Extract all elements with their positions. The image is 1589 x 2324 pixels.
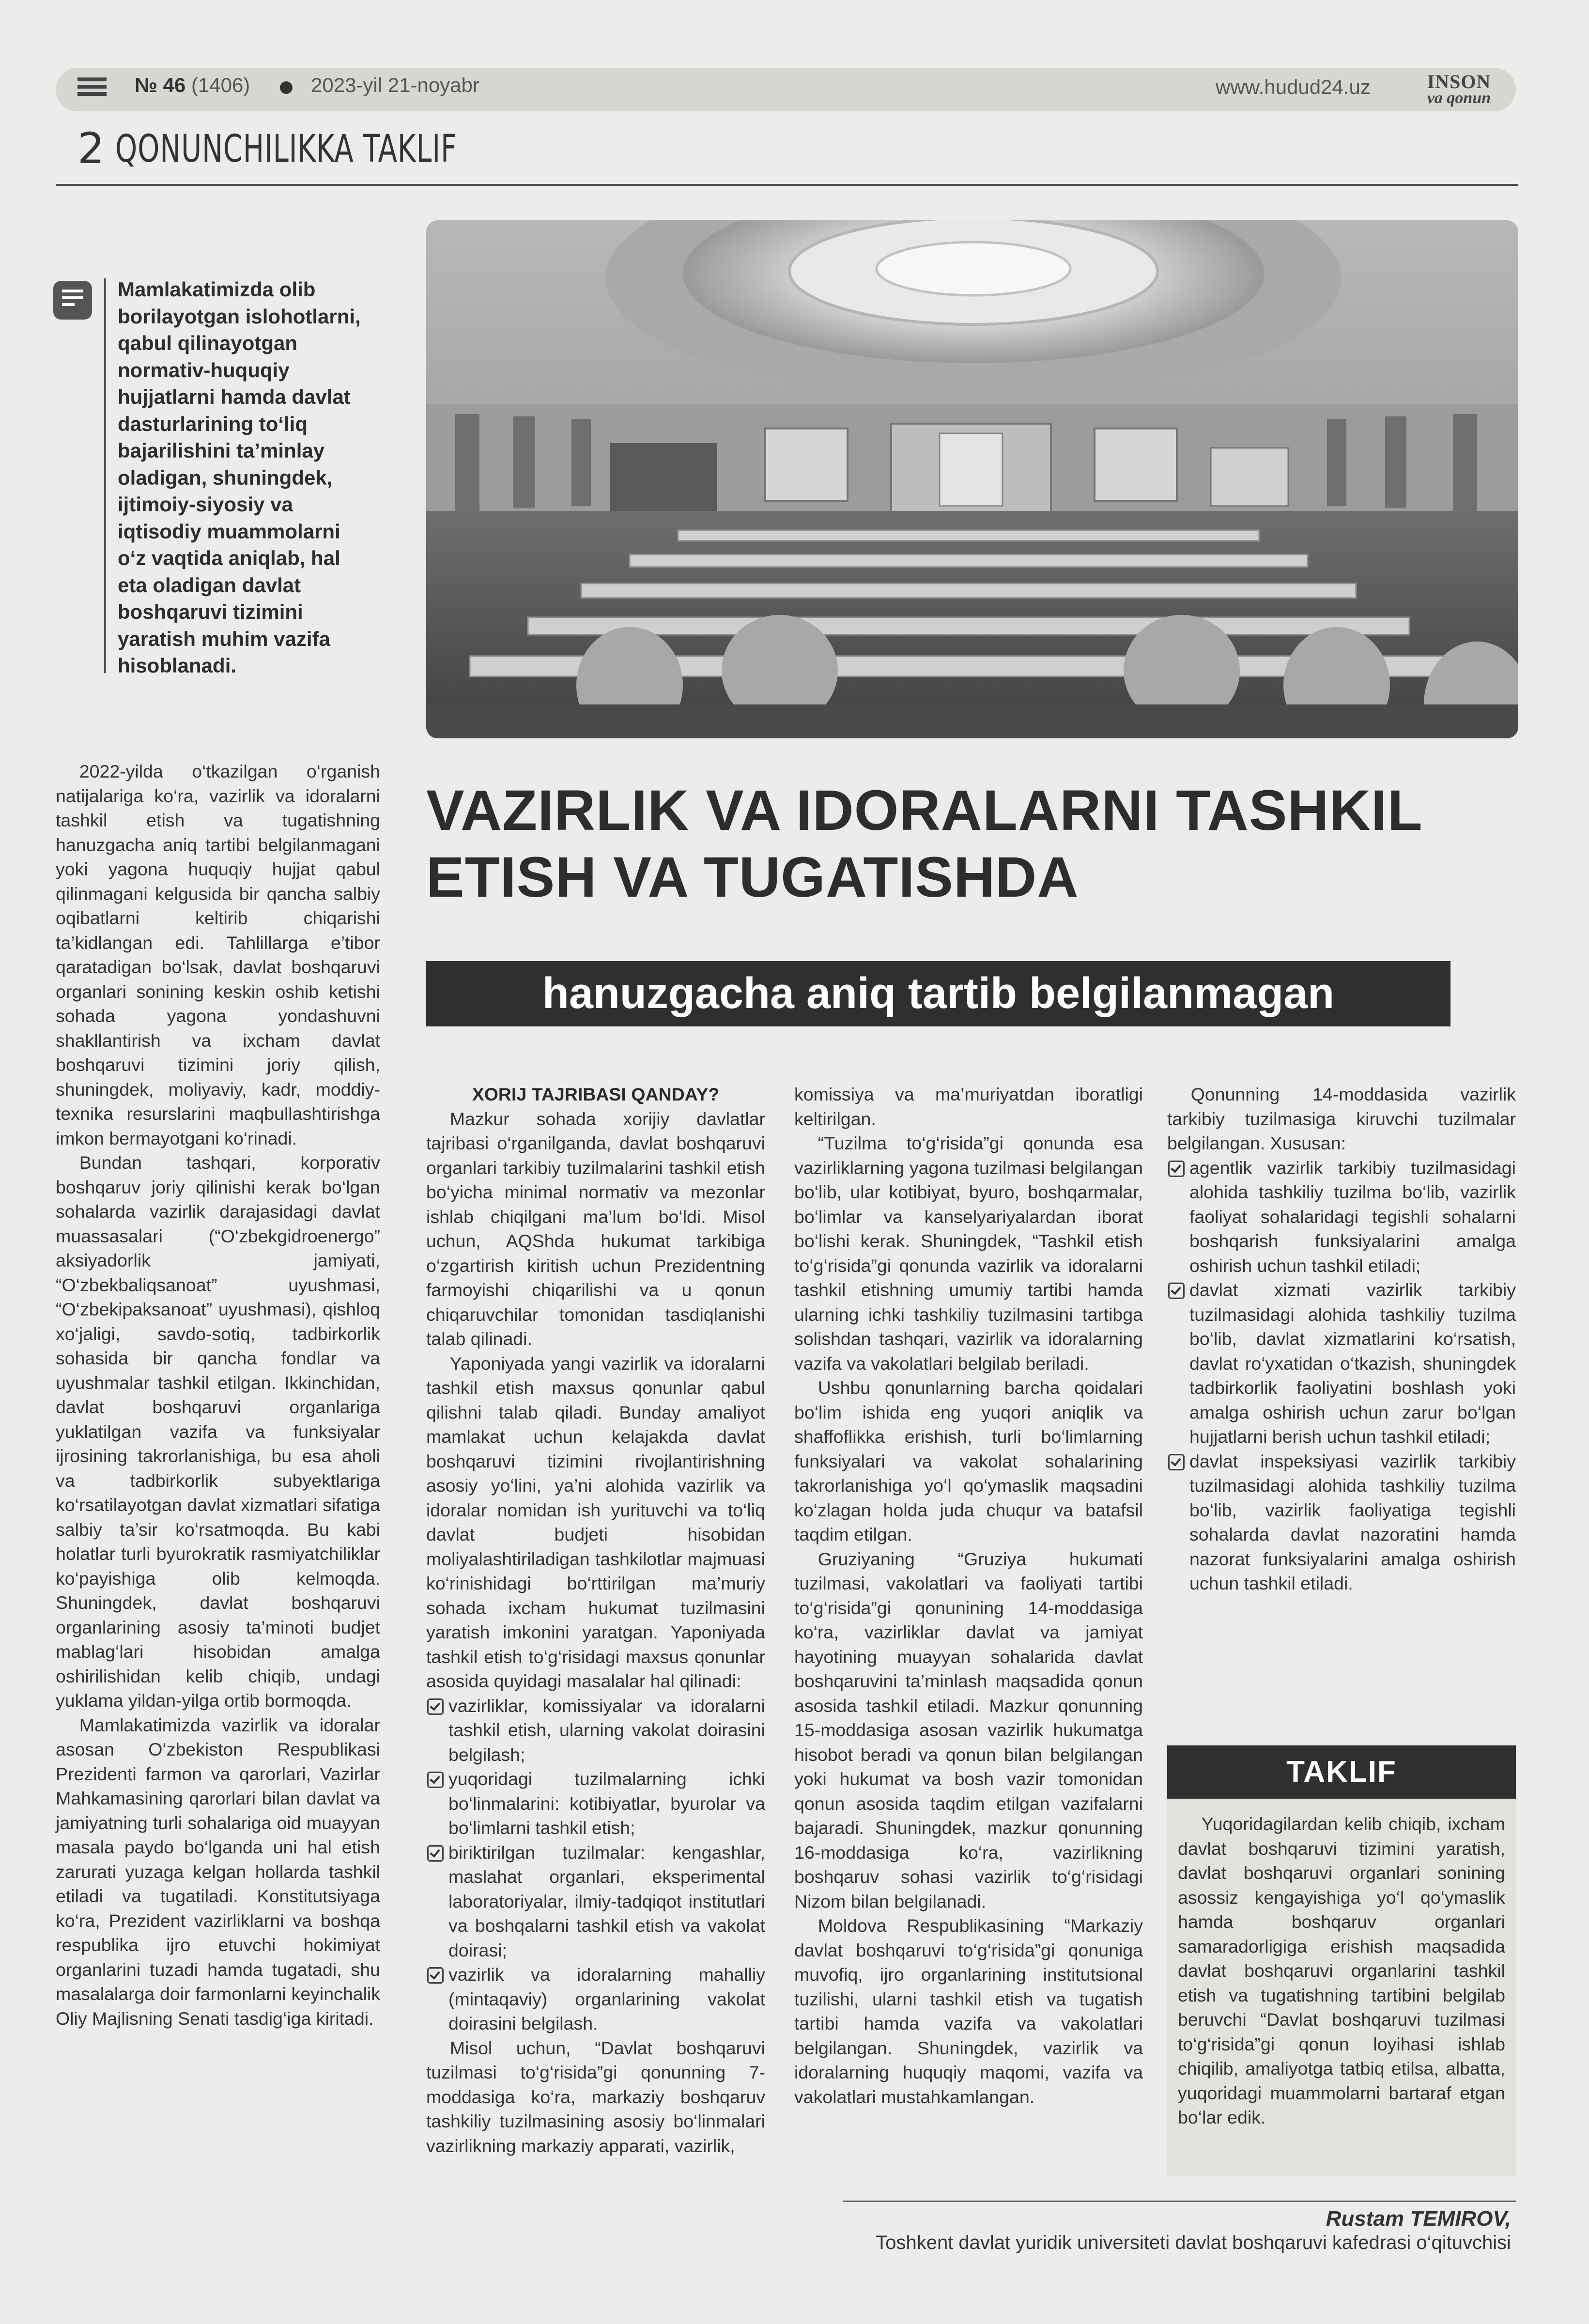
paragraph: Mamlakatimizda vazirlik va idoralar asosan O‘zbekiston Respublikasi Prezidenti farmon va qarorlari, Vazirlar Mahkamasining qarorlari bilan davlat va jamiyatning turli sohalariga oid muayyan masala paydo bo‘lganda uni hal etish zarurati yuzaga kelgan hollarda tashkil etiladi va tugatiladi. Konstitutsiyaga ko‘ra, Prezident vazirliklarni va boshqa respublika ijro etuvchi hokimiyat organlarini tuzadi hamda tugatadi, shu masalalarga doir farmonlarni keyinchalik Oliy Majlisning Senati tasdig‘iga kiritadi. bbox=[56, 1714, 380, 2029]
issue-number: № 46 (1406) bbox=[135, 74, 250, 96]
section-title: QONUNCHILIKKA TAKLIF bbox=[115, 127, 457, 171]
article-column-1 bbox=[56, 759, 380, 2031]
author-name: Rustam TEMIROV, bbox=[1326, 2207, 1511, 2231]
paragraph: Mazkur sohada xorijiy davlatlar tajribasi o‘rganilganda, davlat boshqaruvi organlari tarkibiy tuzilmalarini tashkil etish bo‘yicha minimal normativ va mezonlar ishlab chiqilgani ma’lum bo‘ldi. Misol uchun, AQShda hukumat tarkibiga o‘zgartirish kiritish uchun Prezidentning farmoyishi chiqarilishi va u qonun chiqaruvchilar tomonidan tasdiqlanishi talab qilinadi. bbox=[426, 1108, 765, 1349]
lead-rule bbox=[104, 278, 106, 673]
proposal-title: TAKLIF bbox=[1286, 1755, 1397, 1789]
checkbox-icon bbox=[1168, 1454, 1185, 1470]
comment-icon bbox=[53, 281, 92, 320]
list-item bbox=[1167, 1156, 1516, 1278]
author-affiliation: Toshkent davlat yuridik universiteti davlat boshqaruvi kafedrasi o‘qituvchisi bbox=[876, 2232, 1511, 2253]
checkbox-icon bbox=[427, 1772, 444, 1788]
byline-divider bbox=[843, 2201, 1516, 2202]
section-heading: XORIJ TAJRIBASI QANDAY? bbox=[472, 1084, 720, 1104]
article-column-4 bbox=[1167, 1082, 1516, 1596]
page-number: 2 bbox=[77, 123, 105, 173]
list-item bbox=[1167, 1278, 1516, 1449]
article-column-2 bbox=[426, 1082, 765, 2158]
list-item-text: biriktirilgan tuzilmalar: kengashlar, maslahat organlari, eksperimental laboratoriyalar, ilmiy-tadqiqot institutlari va boshqalarni tashkil etish va vakolat doirasi; bbox=[448, 1842, 765, 1960]
list-item bbox=[426, 1840, 765, 1963]
headline: VAZIRLIK VA IDORALARNI TASHKIL ETISH VA TUGATISHDA bbox=[426, 779, 1422, 909]
logo-line1: INSON bbox=[1427, 71, 1491, 92]
header-divider bbox=[56, 184, 1518, 186]
checkbox-icon bbox=[427, 1698, 444, 1715]
paragraph: Yaponiyada yangi vazirlik va idoralarni tashkil etish maxsus qonunlar qabul qilishni talab qiladi. Bunday amaliyot mamlakat uchun kelajakda davlat boshqaruvi tizimini rivojlantirishning asosiy yo‘lini, ya’ni alohida vazirlik va idoralar nomidan ish yurituvchi va to‘liq davlat budjeti hisobidan moliyalashtiriladigan tashkilotlar majmuasi ko‘rinishidagi bo‘rttirilgan ma’muriy sohada ixcham hukumat tuzilmasini yaratish imkonini yaratgan. Yaponiyada tashkil etish to‘g‘risidagi maxsus qonunlar asosida quyidagi masalalar hal qilinadi: bbox=[426, 1353, 765, 1691]
parliament-hall-photo bbox=[426, 220, 1518, 738]
list-item bbox=[1167, 1449, 1516, 1596]
proposal-text bbox=[1178, 1812, 1505, 2130]
newspaper-logo bbox=[1417, 73, 1501, 106]
checkbox-icon bbox=[427, 1845, 444, 1862]
paragraph: Bundan tashqari, korporativ boshqaruv joriy qilinishi kerak bo‘lgan sohalarda vazirlik darajasidagi davlat muassasalari (“O‘zbekgidroenergo” aksiyadorlik jamiyati, “O‘zbekbaliqsanoat” uyushmasi, “O‘zbekipaksanoat” uyushmasi), qishloq xo‘jaligi, savdo-sotiq, tadbirkorlik sohasida bir qancha fondlar va uyushmalar tashkil etilgan. Ikkinchidan, davlat boshqaruvi organlariga yuklatilgan vazifa va funksiyalar ijrosining takrorlanishiga, bu esa aholi va tadbirkorlik subyektlariga ko‘rsatilayotgan davlat xizmatlari sifatiga salbiy ta’sir ko‘rsatmoqda. Bu kabi holatlar turli byurokratik rasmiyatchiliklar ko‘payishiga olib kelmoqda. Shuningdek, davlat boshqaruvi organlarining asosiy ta’minoti budjet mablag‘lari hisobidan amalga oshirilishidan kelib chiqib, undagi yuklama yildan-yilga ortib bormoqda. bbox=[56, 1152, 380, 1711]
website-link[interactable]: www.hudud24.uz bbox=[1216, 76, 1371, 98]
paragraph: komissiya va ma’muriyatdan iboratligi keltirilgan. bbox=[794, 1084, 1143, 1129]
paragraph: Ushbu qonunlarning barcha qoidalari bo‘lim ishida eng yuqori aniqlik va shaffoflikka erishish, turli bo‘limlarning funksiyalari va vakolat sohalarining takrorlanishiga yo‘l qo‘ymaslik maqsadini ko‘zlagan holda juda chuqur va batafsil taqdim etilgan. bbox=[794, 1377, 1143, 1544]
lead-paragraph: Mamlakatimizda olib borilayotgan islohotlarni, qabul qilinayotgan normativ-huquqiy hujjatlarni hamda davlat dasturlarining to‘liq bajarilishini ta’minlay oladigan, shuningdek, ijtimoiy-siyosiy va iqtisodiy muammolarni o‘z vaqtida aniqlab, hal eta oladigan davlat boshqaruvi tizimini yaratish muhim vazifa hisoblanadi. bbox=[118, 278, 361, 677]
list-item-text: davlat inspeksiyasi vazirlik tarkibiy tuzilmasidagi alohida tashkiliy tuzilma bo‘lib, vazirlik faoliyatiga tegishli sohalarda davlat nazoratini hamda nazorat funksiyalarini amalga oshirish uchun tashkil etiladi. bbox=[1189, 1451, 1516, 1593]
paragraph: Gruziyaning “Gruziya hukumati tuzilmasi, vakolatlari va faoliyati tartibi to‘g‘risida”gi qonunining 14-moddasiga ko‘ra, vazirliklar davlat va jamiyat hayotining muayyan sohalarida davlat boshqaruvini ta’minlash maqsadida qonun asosida tashkil etiladi. Mazkur qonunning 15-moddasiga asosan vazirlik hukumatga hisobot beradi va qonun bilan belgilangan yoki hukumat va bosh vazir tomonidan qonun asosida taqdim etilgan vazifalarni bajaradi. Shuningdek, mazkur qonunning 16-moddasiga ko‘ra, vazirlikning boshqaruv sohasi vazirlik to‘g‘risidagi Nizom bilan belgilanadi. bbox=[794, 1548, 1143, 1911]
list-item-text: yuqoridagi tuzilmalarning ichki bo‘linmalarini: kotibiyatlar, byurolar va bo‘limlarni tashkil etish; bbox=[448, 1769, 765, 1838]
list-item-text: vazirlik va idoralarning mahalliy (mintaqaviy) organlarining vakolat doirasini belgilash. bbox=[448, 1964, 765, 2034]
list-item bbox=[426, 1767, 765, 1840]
subheadline: hanuzgacha aniq tartib belgilanmagan bbox=[542, 969, 1335, 1018]
checklist bbox=[426, 1694, 765, 2036]
checkbox-icon bbox=[1168, 1161, 1185, 1177]
paragraph: Moldova Respublikasining “Markaziy davlat boshqaruvi to‘g‘risida”gi qonuniga muvofiq, ijro organlarining institutsional tuzilishi, ularni tashkil etish va tugatish tartibi hamda vazifa va vakolatlari belgilangan. Shuningdek, vazirlik va idoralarning huquqiy maqomi, vazifa va vakolatlari mustahkamlangan. bbox=[794, 1915, 1143, 2107]
article-column-3 bbox=[794, 1082, 1143, 2109]
paragraph: Yuqoridagilardan kelib chiqib, ixcham davlat boshqaruvi tizimini yaratish, davlat boshqaruvi organlari sonining asossiz kengayishiga yo‘l qo‘ymaslik hamda boshqaruv organlari samaradorligiga erishish maqsadida davlat boshqaruvi organlarini tashkil etish va tugatishning tartibini belgilab beruvchi “Davlat boshqaruvi tuzilmasi to‘g‘risida”gi qonun loyihasi ishlab chiqilib, amaliyotga tatbiq etilsa, albatta, yuqoridagi muammolarni bartaraf etgan bo‘lar edik. bbox=[1178, 1814, 1505, 2127]
issue-date: 2023-yil 21-noyabr bbox=[311, 74, 479, 96]
checkbox-icon bbox=[427, 1967, 444, 1984]
paragraph: Misol uchun, “Davlat boshqaruvi tuzilmasi to‘g‘risida”gi qonunning 7-moddasiga ko‘ra, markaziy boshqaruv tashkiliy tuzilmasining asosiy bo‘linmalari vazirlikning markaziy apparati, vazirlik, bbox=[426, 2037, 765, 2156]
checkbox-icon bbox=[1168, 1283, 1185, 1299]
list-item bbox=[426, 1962, 765, 2036]
paragraph: “Tuzilma to‘g‘risida”gi qonunda esa vazirliklarning yagona tuzilmasi belgilangan bo‘lib, ular kotibiyat, byuro, boshqarmalar, bo‘limlar va kanselyariyalardan iborat bo‘lishi kerak. Shuningdek, “Tashkil etish to‘g‘risida”gi qonunda vazirlik va idoralarni tashkil etishning umumiy tartibi hamda ularning ichki tashkiliy tuzilmasini tartibga solishdan tashqari, vazirlik va idoralarning vazifa va vakolatlari belgilab beriladi. bbox=[794, 1133, 1143, 1374]
list-item-text: davlat xizmati vazirlik tarkibiy tuzilmasidagi alohida tashkiliy tuzilma bo‘lib, davlat xizmatlarini ko‘rsatish, davlat ro‘yxatidan o‘tkazish, shuningdek tadbirkorlik faoliyatini boshlash yoki amalga oshirish uchun zarur bo‘lgan hujjatlarni berish uchun tashkil etiladi; bbox=[1189, 1280, 1516, 1447]
list-item bbox=[426, 1694, 765, 1767]
checklist bbox=[1167, 1156, 1516, 1596]
separator-dot-icon bbox=[280, 81, 293, 94]
paragraph: 2022-yilda o‘tkazilgan o‘rganish natijalariga ko‘ra, vazirlik va idoralarni tashkil etish va tugatishning hanuzgacha aniq tartibi belgilanmagani yoki yagona huquqiy hujjat qabul qilinmagani kelgusida bir qancha salbiy oqibatlarni keltirib chiqarishi ta’kidlangan edi. Tahlillarga e’tibor qaratadigan bo‘lsak, davlat boshqaruvi organlari sonining keskin oshib ketishi sohada yagona yondashuvni shakllantirish va ixcham davlat boshqaruvi tizimini joriy qilish, shuningdek, moliyaviy, kadr, moddiy-texnika resurslarini maqbullashtirishga imkon bermayotgani ko‘rinadi. bbox=[56, 761, 380, 1148]
menu-icon[interactable] bbox=[77, 77, 107, 100]
paragraph: Qonunning 14-moddasida vazirlik tarkibiy tuzilmasiga kiruvchi tuzilmalar belgilangan. Xususan: bbox=[1167, 1084, 1516, 1153]
list-item-text: agentlik vazirlik tarkibiy tuzilmasidagi alohida tashkiliy tuzilma bo‘lib, vazirlik faoliyat sohalaridagi tegishli sohalarni boshqarish funksiyalarini amalga oshirish uchun tashkil etiladi; bbox=[1189, 1157, 1516, 1276]
list-item-text: vazirliklar, komissiyalar va idoralarni tashkil etish, ularning vakolat doirasini belgilash; bbox=[448, 1695, 765, 1765]
logo-line2: va qonun bbox=[1427, 89, 1491, 107]
